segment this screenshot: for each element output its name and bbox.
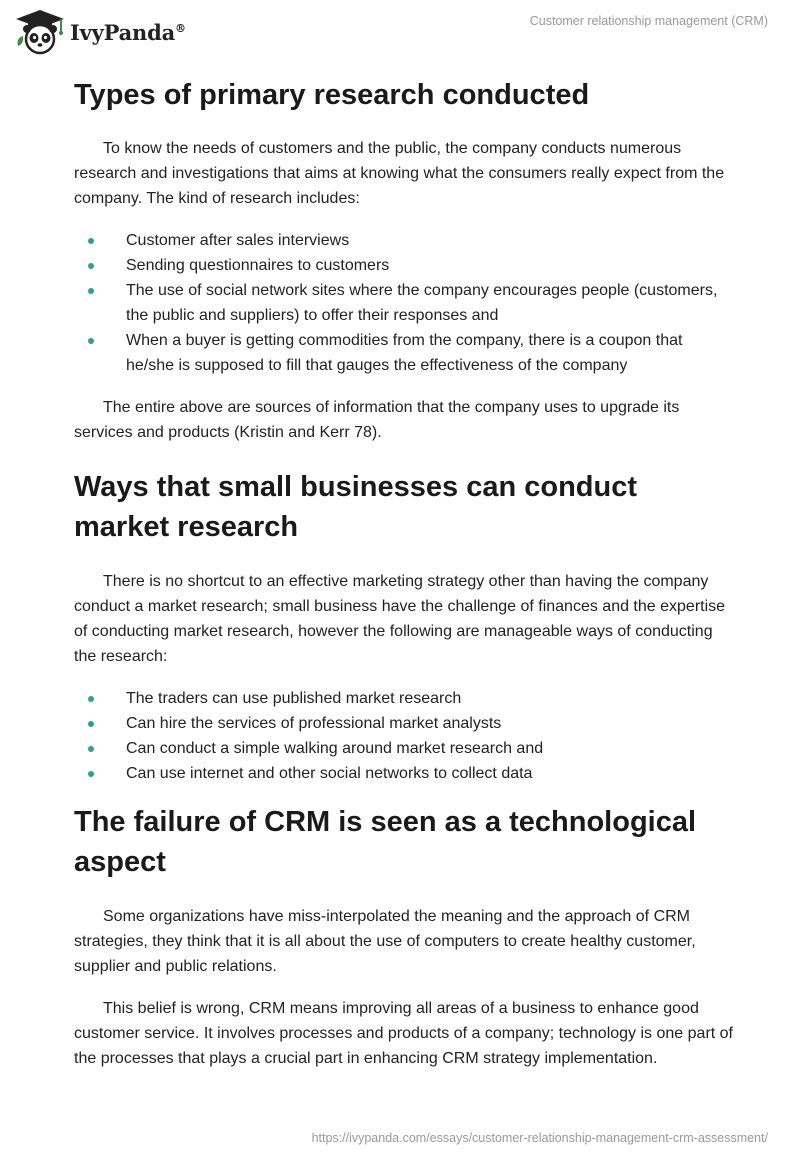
bullet-icon	[88, 288, 94, 294]
list-item: When a buyer is getting commodities from the company, there is a coupon that he/she is supposed to fill that gauges the effectiveness of the company	[74, 328, 734, 378]
brand-name: IvyPanda®	[70, 19, 186, 45]
panda-graduate-icon	[14, 8, 66, 56]
list-item: Sending questionnaires to customers	[74, 253, 734, 278]
bullet-icon	[88, 696, 94, 702]
bullet-list	[74, 686, 734, 786]
paragraph: To know the needs of customers and the public, the company conducts numerous research and investigations that aims at knowing what the consumers really expect from the company. The kind of research includes:	[74, 140, 725, 207]
bullet-icon	[88, 263, 94, 269]
list-item: Customer after sales interviews	[74, 228, 734, 253]
bullet-icon	[88, 746, 94, 752]
paragraph: The entire above are sources of information that the company uses to upgrade its services and products (Kristin and Kerr 78).	[74, 399, 680, 441]
list-item: The traders can use published market research	[74, 686, 734, 711]
brand-logo[interactable]	[14, 8, 186, 56]
paragraph: There is no shortcut to an effective marketing strategy other than having the company conduct a market research; small business have the challenge of finances and the expertise of conducting market research, however the following are manageable ways of conducting the research:	[74, 573, 726, 665]
bullet-icon	[88, 771, 94, 777]
list-item: Can use internet and other social networks to collect data	[74, 761, 734, 786]
document-title: Customer relationship management (CRM)	[529, 14, 768, 28]
bullet-icon	[88, 338, 94, 344]
bullet-icon	[88, 238, 94, 244]
list-item: Can conduct a simple walking around market research and	[74, 736, 734, 761]
list-item: The use of social network sites where the company encourages people (customers, the public and suppliers) to offer their responses and	[74, 278, 734, 328]
paragraph: This belief is wrong, CRM means improving all areas of a business to enhance good customer service. It involves processes and products of a company; technology is one part of the processes that plays a crucial part in enhancing CRM strategy implementation.	[74, 1000, 733, 1067]
section-heading: Ways that small businesses can conduct market research	[74, 471, 637, 543]
essay-content	[74, 70, 734, 1071]
section-heading: The failure of CRM is seen as a technological aspect	[74, 806, 697, 878]
section-heading: Types of primary research conducted	[74, 79, 590, 111]
page-header	[0, 0, 800, 70]
source-url[interactable]: https://ivypanda.com/essays/customer-relationship-management-crm-assessment/	[311, 1131, 768, 1145]
bullet-icon	[88, 721, 94, 727]
list-item: Can hire the services of professional market analysts	[74, 711, 734, 736]
bullet-list	[74, 228, 734, 378]
paragraph: Some organizations have miss-interpolated the meaning and the approach of CRM strategies, they think that it is all about the use of computers to create healthy customer, supplier and public relations.	[74, 908, 696, 975]
